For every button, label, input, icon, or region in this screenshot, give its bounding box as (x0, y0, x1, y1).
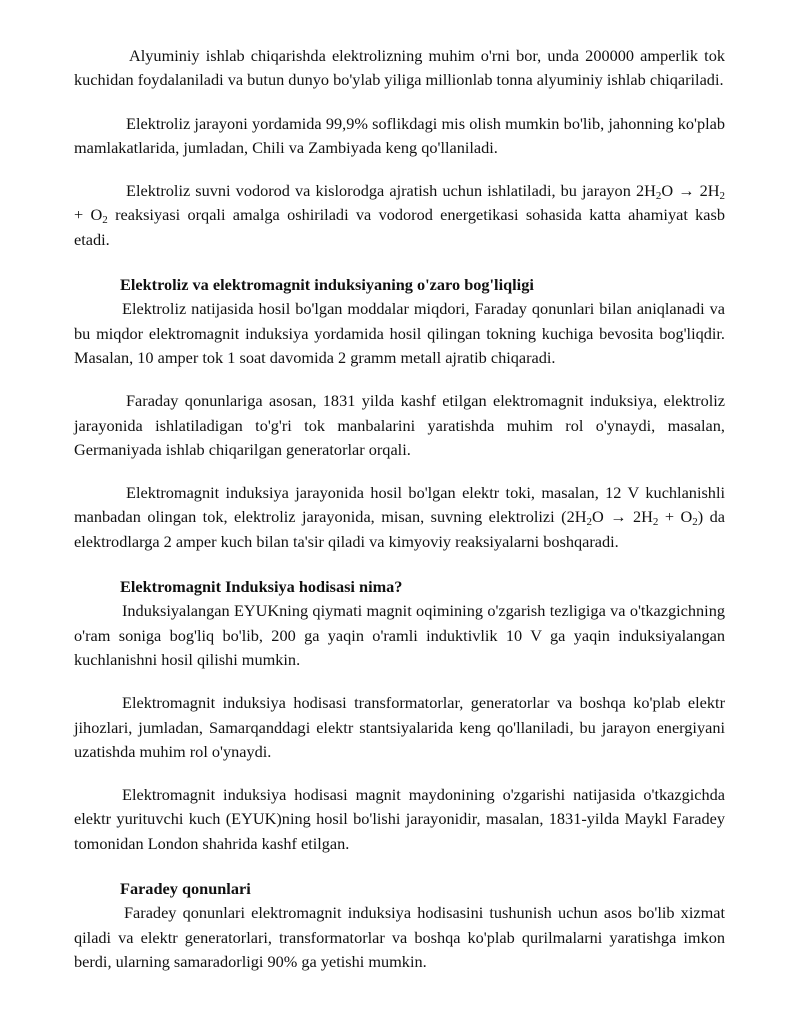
formula-arrow: → (673, 181, 700, 201)
paragraph-faraday-laws: Faradey qonunlari elektromagnit induksiya hodisasini tushunish uchun asos bo'lib xizmat qiladi va elektr generatorlari, transformatorlar va boshqa ko'plab qurilmalarni yaratishga imkon berdi, ularning samaradorligi 90% ga yetishi mumkin. (74, 903, 725, 971)
formula-subscript: 2 (586, 516, 592, 529)
paragraph-text: reaksiyasi orqali amalga oshiriladi va vodorod energetikasi sohasida katta ahamiyat kasb etadi. (74, 205, 725, 249)
paragraph-water-electrolysis (74, 179, 725, 252)
paragraph-induction-current (74, 481, 725, 554)
formula-plus: + (658, 507, 681, 527)
paragraph-induction-definition: Elektromagnit induksiya hodisasi magnit maydonining o'zgarishi natijasida o'tkazgichda elektr yurituvchi kuch (EYUK)ning hosil bo'lishi jarayonidir, masalan, 1831-yilda Maykl Faradey tomonidan London shahrida kashf etilgan. (74, 785, 725, 853)
paragraph-copper: Elektroliz jarayoni yordamida 99,9% soflikdagi mis olish mumkin bo'lib, jahonning ko'plab mamlakatlarida, jumladan, Chili va Zambiyada keng qo'llaniladi. (74, 113, 725, 157)
formula-plus: + (74, 205, 91, 225)
paragraph-text: Elektromagnit induksiya jarayonida hosil bo'lgan elektr toki, masalan, 12 V kuchlanishli manbadan olingan tok, elektroliz jarayonida, misan, suvning elektrolizi ( (74, 483, 725, 527)
formula-part: O (680, 507, 693, 527)
document-page (74, 44, 725, 974)
formula-part: 2H (632, 507, 653, 527)
paragraph-text: Elektroliz suvni vodorod va kislorodga ajratish uchun ishlatiladi, bu jarayon (126, 181, 636, 201)
formula-part: 2H (566, 507, 587, 527)
water-reaction-formula-inline (566, 507, 698, 529)
section-heading-electrolysis-induction: Elektroliz va elektromagnit induksiyaning o'zaro bog'liqligi (120, 275, 534, 295)
paragraph-aluminum: Alyuminiy ishlab chiqarishda elektrolizning muhim o'rni bor, unda 200000 amperlik tok kuchidan foydalaniladi va butun dunyo bo'ylab yiliga millionlab tonna alyuminiy ishlab chiqariladi. (74, 46, 725, 90)
paragraph-emf-value: Induksiyalangan EYUKning qiymati magnit oqimining o'zgarish tezligiga va o'tkazgichning o'ram soniga bog'liq bo'lib, 200 ga yaqin o'ramli induktivlik 10 V ga yaqin induksiyalangan kuchlanishni hosil qilishi mumkin. (74, 601, 725, 669)
formula-part: 2H (635, 181, 656, 201)
formula-subscript: 2 (655, 190, 662, 203)
paragraph-text: ) da elektrodlarga 2 amper kuch bilan ta'sir qiladi va kimyoviy reaksiyalarni boshqaradi. (74, 507, 726, 551)
formula-part: 2H (699, 181, 720, 201)
formula-part: O (591, 507, 604, 527)
paragraph-faraday-quantity: Elektroliz natijasida hosil bo'lgan moddalar miqdori, Faraday qonunlari bilan aniqlanadi va bu miqdor elektromagnit induksiya yordamida hosil qilingan tokning kuchiga bevosita bog'liqdir. Masalan, 10 amper tok 1 soat davomida 2 gramm metall ajratib chiqaradi. (74, 299, 725, 367)
paragraph-faraday-1831: Faraday qonunlariga asosan, 1831 yilda kashf etilgan elektromagnit induksiya, elektroliz jarayonida ishlatiladigan to'g'ri tok manbalarini yaratishda muhim rol o'ynaydi, masalan, Germaniyada ishlab chiqarilgan generatorlar orqali. (74, 391, 725, 459)
section-heading-faraday-laws: Faradey qonunlari (120, 879, 251, 899)
formula-subscript: 2 (692, 516, 698, 529)
formula-arrow: → (603, 507, 633, 527)
paragraph-transformers: Elektromagnit induksiya hodisasi transformatorlar, generatorlar va boshqa ko'plab elektr jihozlari, jumladan, Samarqanddagi elektr stantsiyalarida keng qo'llaniladi, bu jarayon energiyani uzatishda muhim rol o'ynaydi. (74, 693, 725, 761)
section-heading-induction-what: Elektromagnit Induksiya hodisasi nima? (120, 577, 403, 597)
formula-subscript: 2 (102, 214, 108, 227)
formula-part: O (90, 205, 103, 225)
formula-part: O (661, 181, 674, 201)
formula-subscript: 2 (652, 516, 659, 529)
formula-subscript: 2 (719, 190, 726, 203)
